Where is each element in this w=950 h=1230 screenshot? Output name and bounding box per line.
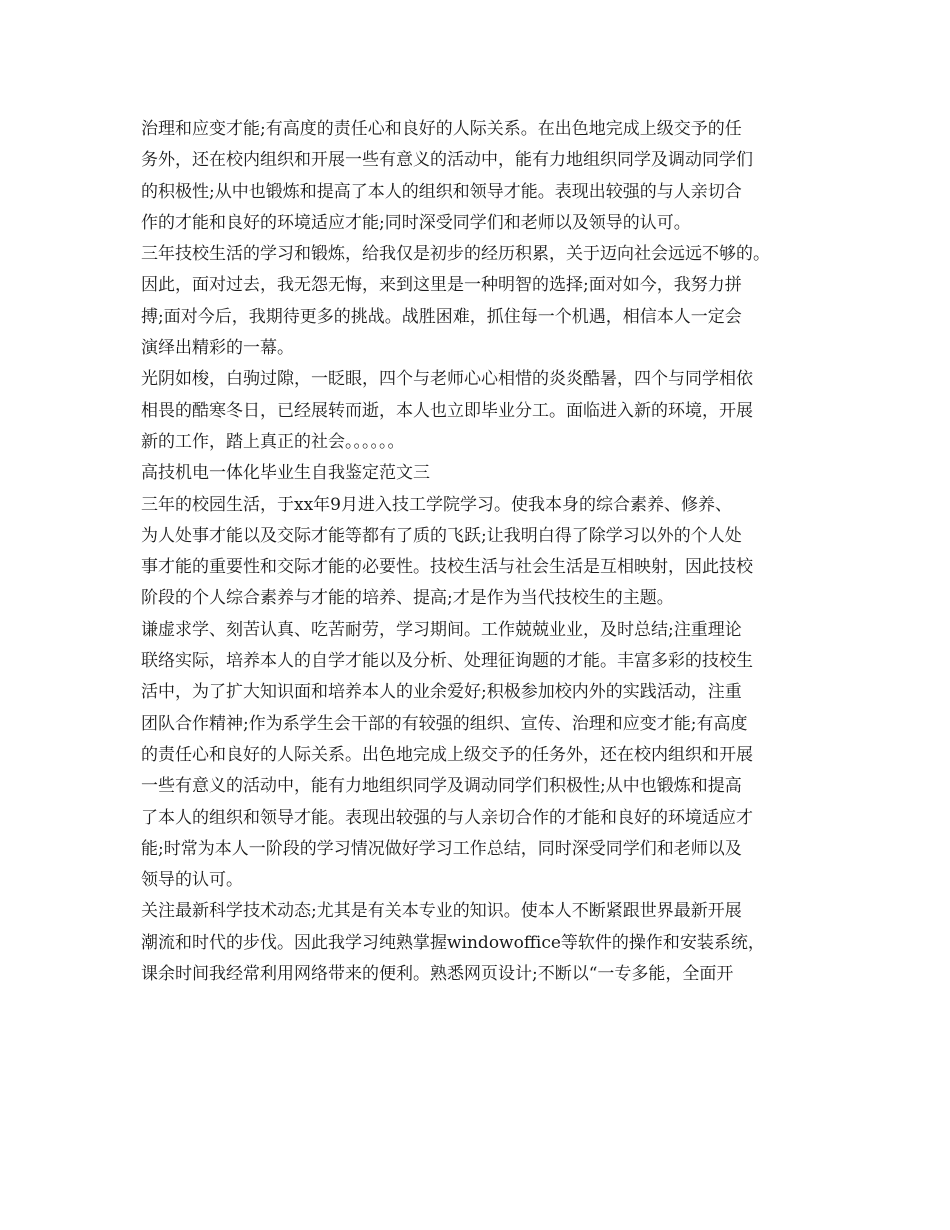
text-line: 作的才能和良好的环境适应才能;同时深受同学们和老师以及领导的认可。 — [141, 212, 691, 233]
text-line: 谦虚求学、刻苦认真、吃苦耐劳，学习期间。工作兢兢业业，及时总结;注重理论 — [141, 619, 742, 640]
text-line: 新的工作，踏上真正的社会。。。。。。 — [141, 431, 405, 452]
text-line: 潮流和时代的步伐。因此我学习纯熟掌握windowoffice等软件的操作和安装系统， — [141, 932, 765, 953]
text-line: 课余时间我经常利用网络带来的便利。熟悉网页设计;不断以“一专多能，全面开 — [141, 964, 734, 985]
text-line: 搏;面对今后，我期待更多的挑战。战胜困难，抓住每一个机遇，相信本人一定会 — [141, 306, 742, 327]
text-line: 演绎出精彩的一幕。 — [141, 338, 294, 359]
text-line: 因此，面对过去，我无怨无悔，来到这里是一种明智的选择;面对如今，我努力拼 — [141, 275, 742, 296]
text-line: 事才能的重要性和交际才能的必要性。技校生活与社会生活是互相映射，因此技校 — [141, 557, 753, 578]
text-line: 关注最新科学技术动态;尤其是有关本专业的知识。使本人不断紧跟世界最新开展 — [141, 901, 742, 922]
document-body — [141, 114, 821, 990]
text-line: 一些有意义的活动中，能有力地组织同学及调动同学们积极性;从中也锻炼和提高 — [141, 776, 742, 797]
text-line: 了本人的组织和领导才能。表现出较强的与人亲切合作的才能和良好的环境适应才 — [141, 807, 753, 828]
text-line: 阶段的个人综合素养与才能的培养、提高;才是作为当代技校生的主题。 — [141, 588, 674, 609]
text-line: 三年的校园生活，于xx年9月进入技工学院学习。使我本身的综合素养、修养、 — [141, 494, 732, 515]
text-line: 的积极性;从中也锻炼和提高了本人的组织和领导才能。表现出较强的与人亲切合 — [141, 181, 742, 202]
text-line: 治理和应变才能;有高度的责任心和良好的人际关系。在出色地完成上级交予的任 — [141, 119, 742, 139]
text-line: 联络实际，培养本人的自学才能以及分析、处理征询题的才能。丰富多彩的技校生 — [141, 651, 753, 672]
text-line: 务外，还在校内组织和开展一些有意义的活动中，能有力地组织同学及调动同学们 — [141, 150, 753, 171]
text-line: 的责任心和良好的人际关系。出色地完成上级交予的任务外，还在校内组织和开展 — [141, 744, 753, 765]
text-line: 为人处事才能以及交际才能等都有了质的飞跃;让我明白得了除学习以外的个人处 — [141, 525, 742, 546]
text-line: 相畏的酷寒冬日，已经展转而逝，本人也立即毕业分工。面临进入新的环境，开展 — [141, 400, 753, 421]
text-line: 能;时常为本人一阶段的学习情况做好学习工作总结，同时深受同学们和老师以及 — [141, 838, 742, 859]
text-line: 领导的认可。 — [141, 870, 243, 891]
text-line: 三年技校生活的学习和锻炼，给我仅是初步的经历积累，关于迈向社会远远不够的。 — [141, 244, 770, 265]
text-line: 光阴如梭，白驹过隙，一眨眼，四个与老师心心相惜的炎炎酷暑，四个与同学相依 — [141, 369, 753, 390]
section-heading: 高技机电一体化毕业生自我鉴定范文三 — [141, 463, 430, 484]
text-line: 活中，为了扩大知识面和培养本人的业余爱好;积极参加校内外的实践活动，注重 — [141, 682, 742, 703]
text-line: 团队合作精神;作为系学生会干部的有较强的组织、宣传、治理和应变才能;有高度 — [141, 713, 748, 734]
